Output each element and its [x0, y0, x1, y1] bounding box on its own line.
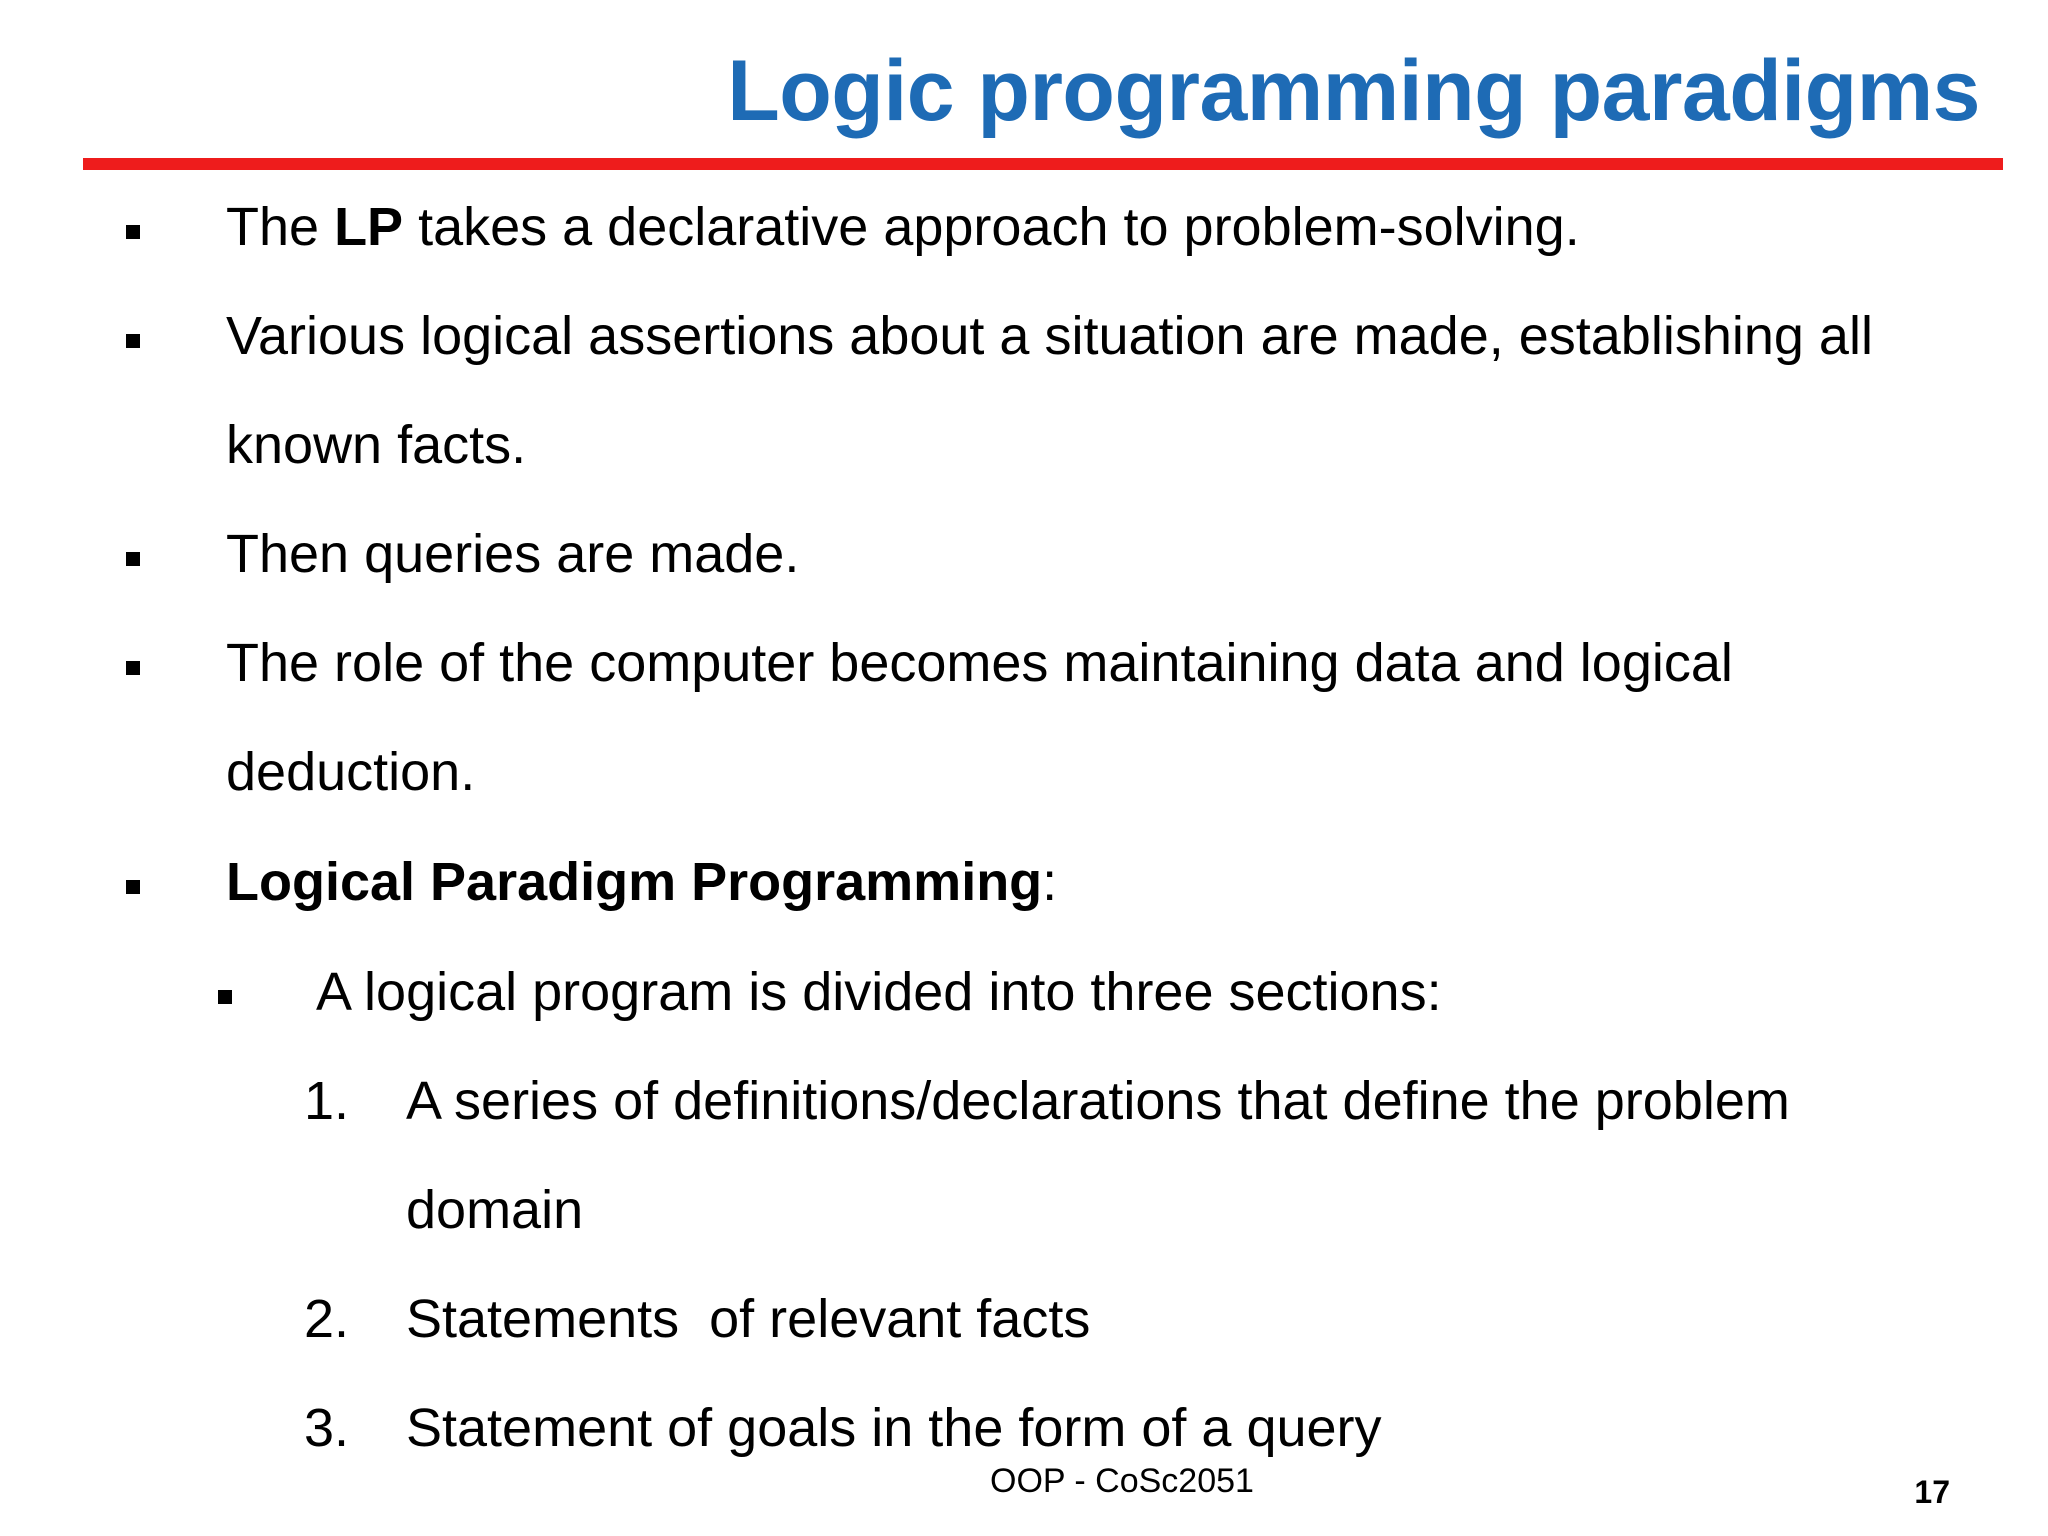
page-number: 17	[1914, 1474, 1950, 1510]
bullet-1-bold: LP	[334, 197, 404, 257]
slide-footer: OOP - CoSc2051	[990, 1462, 1254, 1500]
sub-bullet-text: A logical program is divided into three sections:	[316, 962, 1442, 1022]
numbered-item-3-number: 3.	[304, 1398, 350, 1458]
slide-title: Logic programming paradigms	[727, 43, 1980, 139]
bullet-1-pre: The	[226, 197, 335, 257]
bullet-4-line-1: The role of the computer becomes maintaining data and logical	[226, 633, 1733, 693]
numbered-item-2-text: Statements of relevant facts	[406, 1289, 1091, 1349]
bullet-marker	[126, 225, 140, 239]
numbered-item-1-number: 1.	[304, 1071, 350, 1131]
numbered-item-1-line-1: A series of definitions/declarations that define the problem	[406, 1071, 1790, 1131]
bullet-2-line-2: known facts.	[226, 415, 527, 475]
numbered-item-3-text: Statement of goals in the form of a query	[406, 1398, 1382, 1458]
bullet-5-text	[226, 851, 1057, 913]
bullet-5-post: :	[1042, 852, 1058, 912]
bullet-1-text	[226, 196, 1580, 258]
bullet-4-line-2: deduction.	[226, 742, 476, 802]
numbered-item-2-number: 2.	[304, 1289, 350, 1349]
bullet-3-text: Then queries are made.	[226, 524, 800, 584]
bullet-marker	[126, 880, 140, 894]
bullet-5-bold: Logical Paradigm Programming	[226, 852, 1043, 912]
bullet-2-line-1: Various logical assertions about a situation are made, establishing all	[226, 306, 1873, 366]
numbered-item-1-line-2: domain	[406, 1180, 584, 1240]
title-divider	[83, 158, 2003, 170]
bullet-marker	[126, 661, 140, 675]
bullet-1-post: takes a declarative approach to problem-solving.	[403, 197, 1580, 257]
bullet-marker	[126, 334, 140, 348]
sub-bullet-marker	[218, 990, 232, 1004]
bullet-marker	[126, 552, 140, 566]
